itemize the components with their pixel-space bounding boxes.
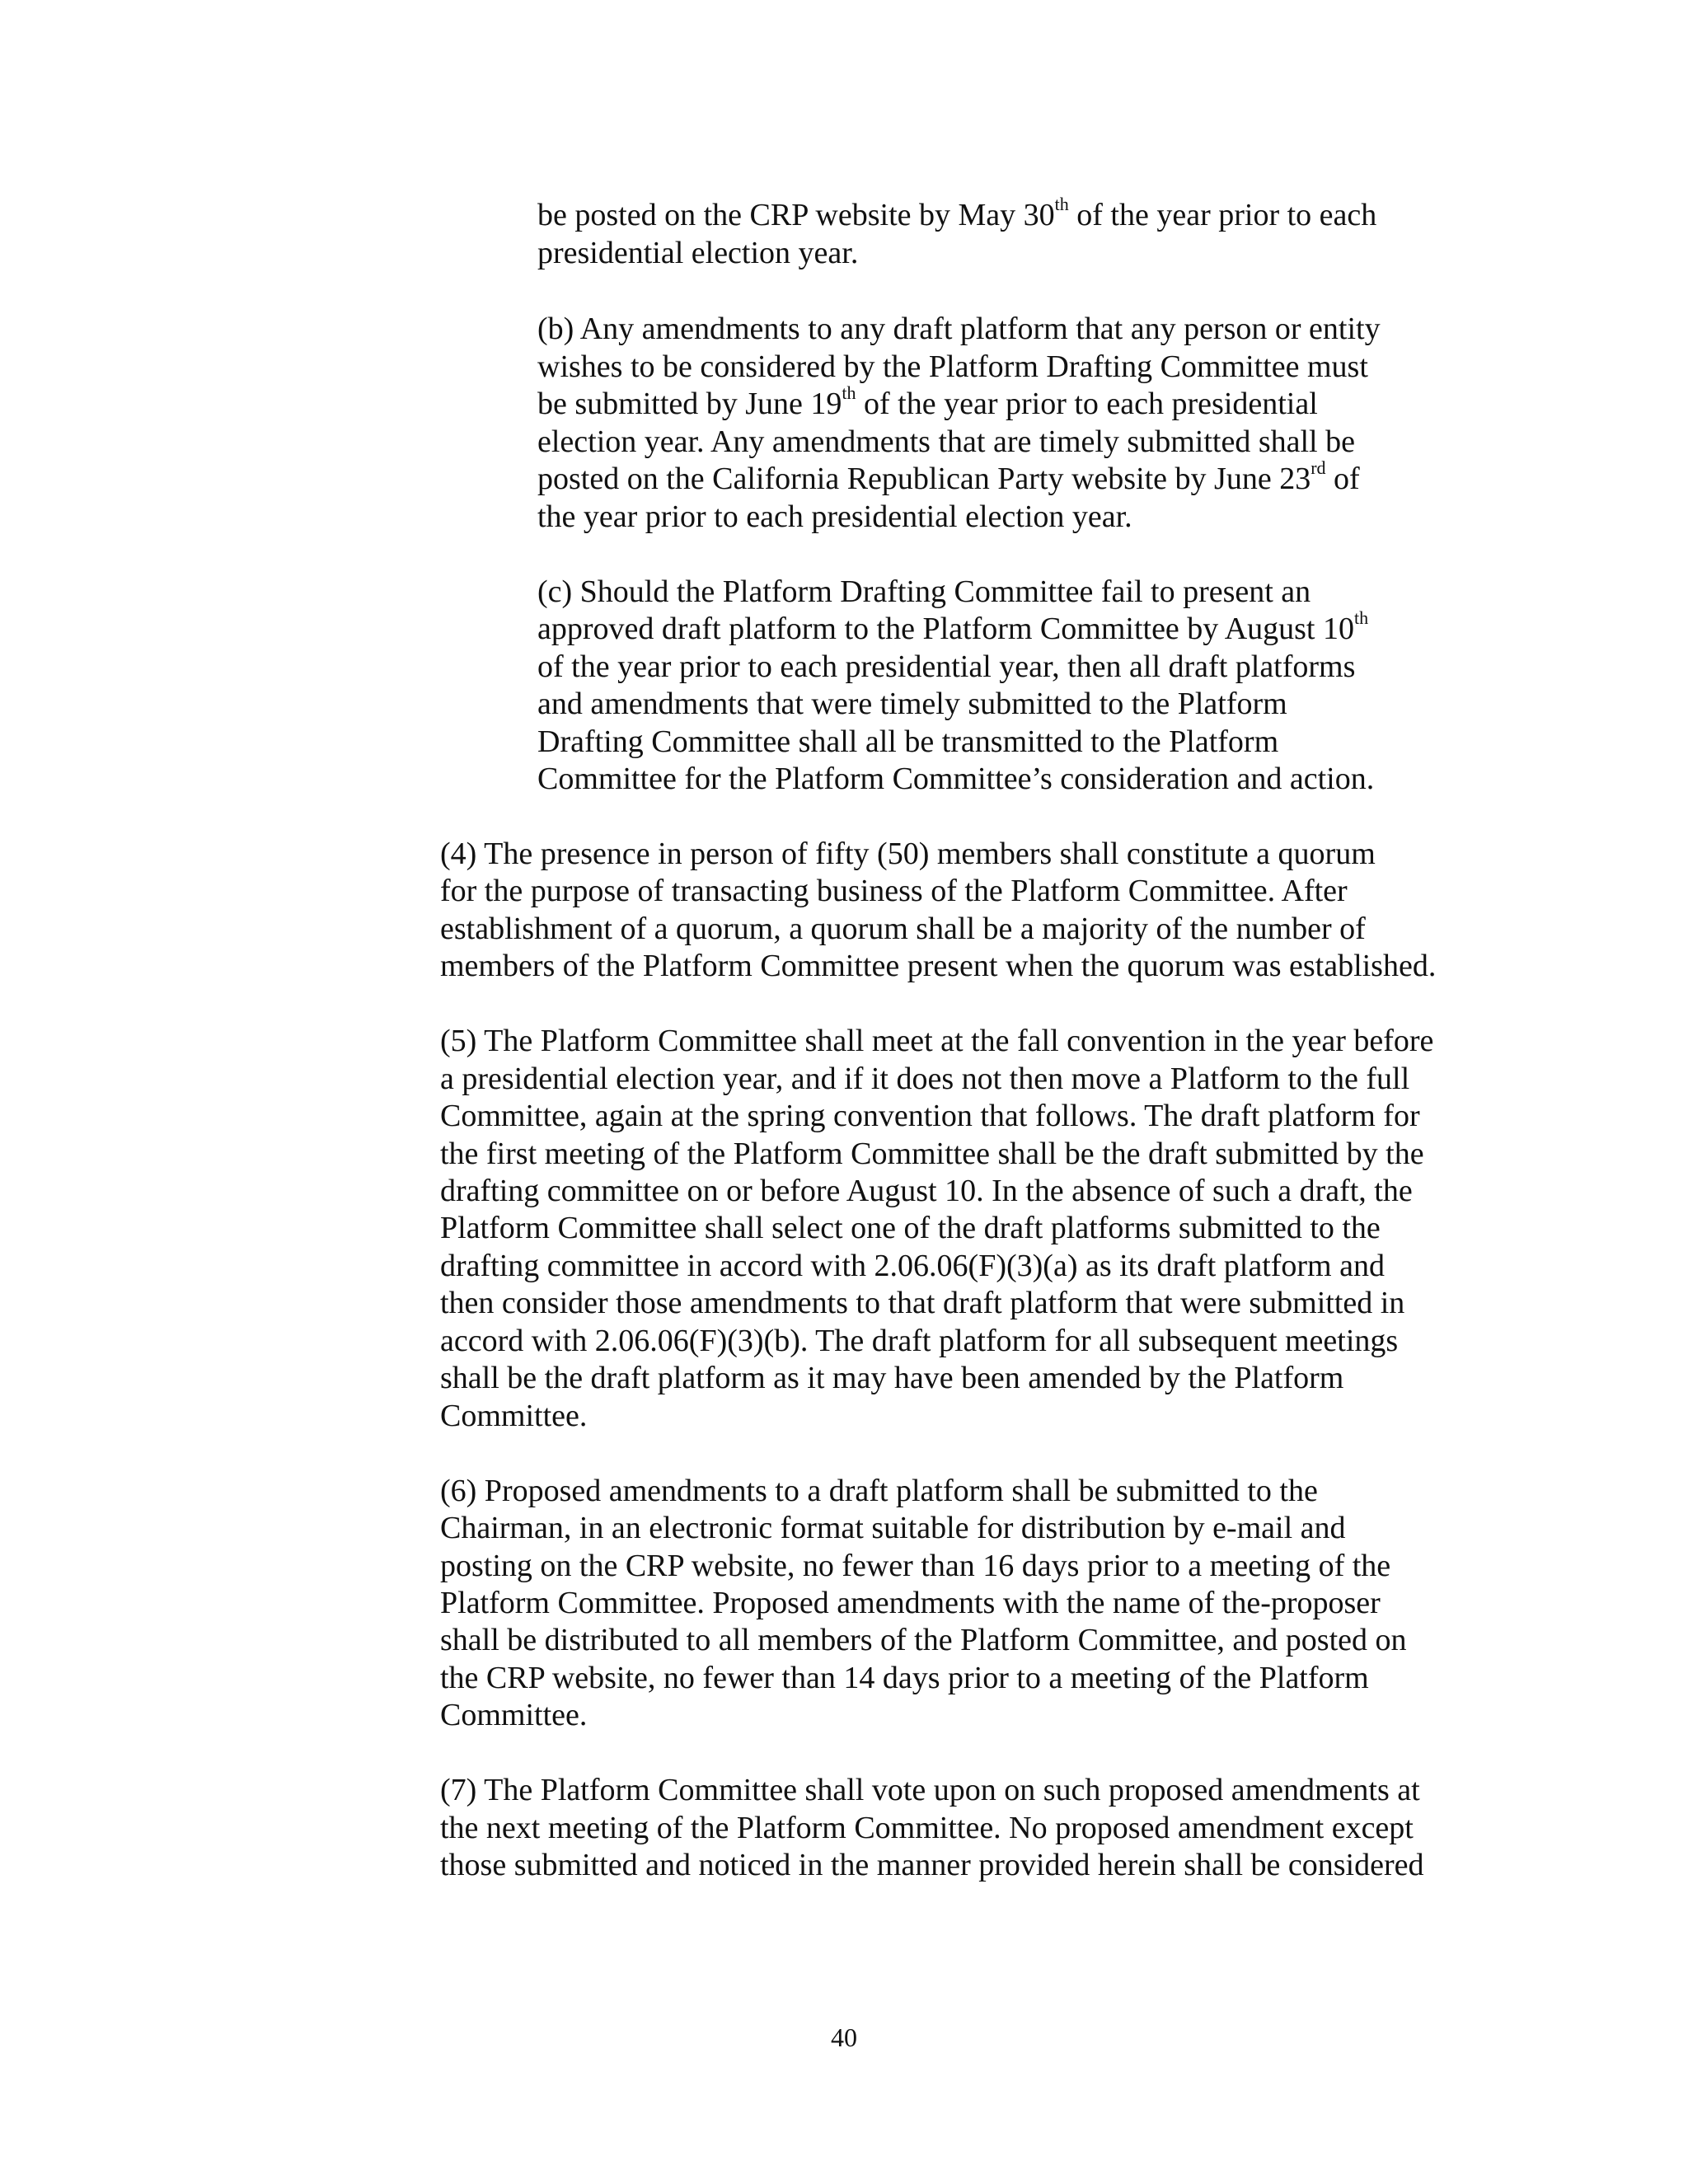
paragraph-b-line — [537, 382, 1318, 423]
paragraph-5-line: then consider those amendments to that draft platform that were submitted in — [440, 1286, 1405, 1320]
paragraph-c-line: of the year prior to each presidential year, then all draft platforms — [537, 649, 1356, 684]
paragraph-6-line: (6) Proposed amendments to a draft platform shall be submitted to the — [440, 1474, 1318, 1508]
paragraph-5-line: Platform Committee shall select one of the draft platforms submitted to the — [440, 1211, 1381, 1245]
paragraph-7-line: those submitted and noticed in the manner provided herein shall be considered — [440, 1848, 1424, 1882]
paragraph-5-line: drafting committee in accord with 2.06.06(F)(3)(a) as its draft platform and — [440, 1249, 1385, 1283]
paragraph-5-line: Committee. — [440, 1399, 588, 1433]
paragraph-b-line: wishes to be considered by the Platform Drafting Committee must — [537, 349, 1368, 384]
paragraph-4-line: establishment of a quorum, a quorum shall be a majority of the number of — [440, 912, 1366, 946]
paragraph-c-line: Committee for the Platform Committee’s consideration and action. — [537, 762, 1375, 796]
paragraph-5-line: the first meeting of the Platform Committee shall be the draft submitted by the — [440, 1137, 1424, 1171]
paragraph-4-line: members of the Platform Committee present when the quorum was established. — [440, 949, 1437, 983]
text-fragment: be posted on the CRP website by May 30 — [537, 198, 1055, 232]
text-fragment: of the year prior to each — [1068, 198, 1377, 232]
page-number: 40 — [831, 2022, 857, 2052]
paragraph-7-line: the next meeting of the Platform Committee. No proposed amendment except — [440, 1811, 1414, 1845]
paragraph-c-line: and amendments that were timely submitted to the Platform — [537, 687, 1287, 721]
paragraph-5-line: (5) The Platform Committee shall meet at the fall convention in the year before — [440, 1024, 1434, 1058]
superscript: th — [1354, 607, 1369, 629]
paragraph-6-line: shall be distributed to all members of the Platform Committee, and posted on — [440, 1623, 1407, 1657]
paragraph-5-line: a presidential election year, and if it does not then move a Platform to the full — [440, 1062, 1410, 1096]
paragraph-5-line: shall be the draft platform as it may have been amended by the Platform — [440, 1361, 1344, 1395]
text-fragment: of — [1325, 462, 1360, 496]
paragraph-c-line: (c) Should the Platform Drafting Committee fail to present an — [537, 574, 1311, 609]
paragraph-6-line: Committee. — [440, 1698, 588, 1732]
paragraph-5-line: accord with 2.06.06(F)(3)(b). The draft platform for all subsequent meetings — [440, 1324, 1399, 1358]
paragraph-6-line: the CRP website, no fewer than 14 days prior to a meeting of the Platform — [440, 1661, 1369, 1695]
paragraph-c-line — [537, 607, 1369, 648]
paragraph-b-line — [537, 457, 1360, 498]
superscript: th — [1054, 194, 1069, 215]
paragraph-4-line: for the purpose of transacting business of the Platform Committee. After — [440, 874, 1348, 908]
paragraph-a-continued-line: presidential election year. — [537, 236, 859, 270]
paragraph-5-line: drafting committee on or before August 10. In the absence of such a draft, the — [440, 1174, 1413, 1208]
paragraph-b-line: (b) Any amendments to any draft platform that any person or entity — [537, 312, 1381, 346]
paragraph-6-line: Platform Committee. Proposed amendments with the name of the-proposer — [440, 1586, 1381, 1620]
paragraph-7-line: (7) The Platform Committee shall vote upon on such proposed amendments at — [440, 1773, 1420, 1807]
text-fragment: of the year prior to each presidential — [856, 387, 1318, 421]
superscript: rd — [1311, 457, 1326, 479]
paragraph-a-continued-line — [537, 196, 1376, 234]
paragraph-c-line: Drafting Committee shall all be transmitted to the Platform — [537, 724, 1279, 759]
paragraph-6-line: Chairman, in an electronic format suitable for distribution by e-mail and — [440, 1511, 1346, 1545]
paragraph-4-line: (4) The presence in person of fifty (50) members shall constitute a quorum — [440, 837, 1376, 871]
superscript: th — [842, 382, 856, 404]
text-fragment: approved draft platform to the Platform Committee by August 10 — [537, 612, 1354, 646]
text-fragment: be submitted by June 19 — [537, 387, 842, 421]
paragraph-6-line: posting on the CRP website, no fewer than 16 days prior to a meeting of the — [440, 1549, 1391, 1583]
paragraph-5-line: Committee, again at the spring convention that follows. The draft platform for — [440, 1099, 1420, 1133]
paragraph-b-line: election year. Any amendments that are timely submitted shall be — [537, 424, 1355, 459]
paragraph-b-line: the year prior to each presidential election year. — [537, 499, 1132, 534]
text-fragment: posted on the California Republican Party website by June 23 — [537, 462, 1311, 496]
